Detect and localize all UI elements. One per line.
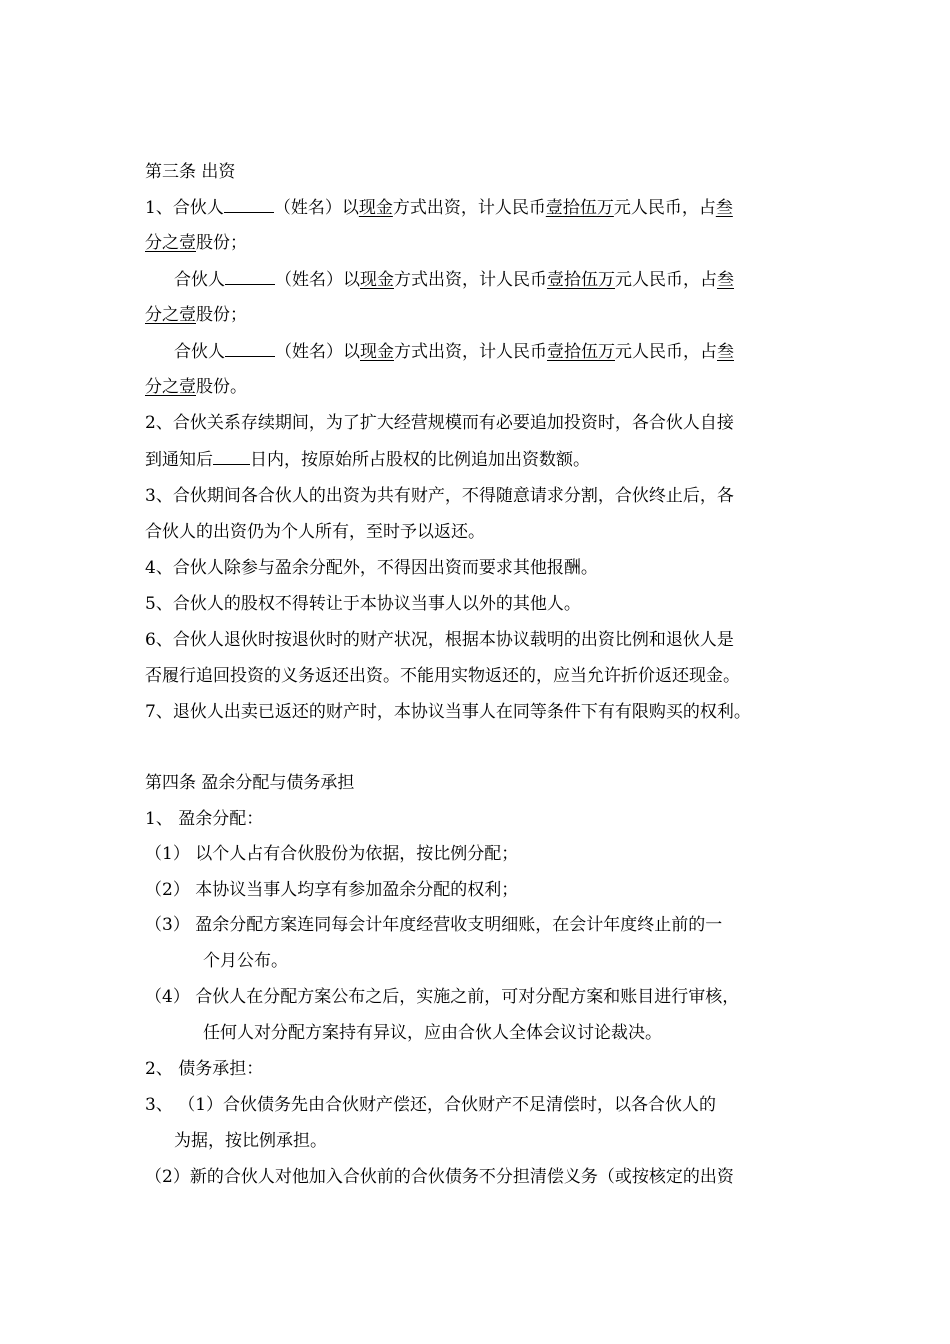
days-blank xyxy=(213,448,250,465)
clause-6-line-1: 6、合伙人退伙时按退伙时的财产状况，根据本协议载明的出资比例和退伙人是 xyxy=(145,630,734,650)
article-3-heading: 第三条 出资 xyxy=(145,162,236,182)
clause-2-line-2: 到通知后 日内，按原始所占股权的比例追加出资数额。 xyxy=(145,450,590,470)
name-blank xyxy=(225,268,275,285)
clause-7: 7、退伙人出卖已返还的财产时，本协议当事人在同等条件下有有限购买的权利。 xyxy=(145,702,751,722)
name-blank xyxy=(224,196,274,213)
partner-3-line-2: 分之壹股份。 xyxy=(145,377,247,397)
section-1-title: 1、 盈余分配： xyxy=(145,809,264,829)
item-3-line-1: （3） 盈余分配方案连同每会计年度经营收支明细账，在会计年度终止前的一 xyxy=(145,915,723,935)
partner-2-line-1: 合伙人 （姓名）以现金方式出资，计人民币壹拾伍万元人民币，占叁 xyxy=(174,270,734,290)
item-3-line-2: 个月公布。 xyxy=(203,951,288,971)
item-2: （2） 本协议当事人均享有参加盈余分配的权利； xyxy=(145,880,519,900)
section-2-title: 2、 债务承担： xyxy=(145,1059,264,1079)
clause-3-line-2: 合伙人的出资仍为个人所有，至时予以返还。 xyxy=(145,522,485,542)
clause-3-line-1: 3、合伙期间各合伙人的出资为共有财产，不得随意请求分割，合伙终止后，各 xyxy=(145,486,734,506)
clause-1-line-1: 1、合伙人 （姓名）以现金方式出资，计人民币壹拾伍万元人民币，占叁 xyxy=(145,198,733,218)
clause-6-line-2: 否履行追回投资的义务返还出资。不能用实物返还的，应当允许折价返还现金。 xyxy=(145,666,740,686)
article-4-heading: 第四条 盈余分配与债务承担 xyxy=(145,773,355,793)
item-4-line-2: 任何人对分配方案持有异议，应由合伙人全体会议讨论裁决。 xyxy=(203,1023,662,1043)
item-1: （1） 以个人占有合伙股份为依据，按比例分配； xyxy=(145,844,519,864)
section-3-line-3: （2）新的合伙人对他加入合伙前的合伙债务不分担清偿义务（或按核定的出资 xyxy=(145,1167,734,1187)
item-4-line-1: （4） 合伙人在分配方案公布之后，实施之前，可对分配方案和账目进行审核， xyxy=(145,987,740,1007)
clause-1-line-2: 分之壹股份； xyxy=(145,233,247,253)
clause-2-line-1: 2、合伙关系存续期间，为了扩大经营规模而有必要追加投资时，各合伙人自接 xyxy=(145,413,734,433)
clause-4: 4、合伙人除参与盈余分配外，不得因出资而要求其他报酬。 xyxy=(145,558,598,578)
section-3-line-2: 为据，按比例承担。 xyxy=(174,1131,327,1151)
clause-5: 5、合伙人的股权不得转让于本协议当事人以外的其他人。 xyxy=(145,594,581,614)
partner-3-line-1: 合伙人 （姓名）以现金方式出资，计人民币壹拾伍万元人民币，占叁 xyxy=(174,342,734,362)
partner-2-line-2: 分之壹股份； xyxy=(145,305,247,325)
section-3-line-1: 3、 （1）合伙债务先由合伙财产偿还，合伙财产不足清偿时，以各合伙人的 xyxy=(145,1095,717,1115)
name-blank xyxy=(225,340,275,357)
